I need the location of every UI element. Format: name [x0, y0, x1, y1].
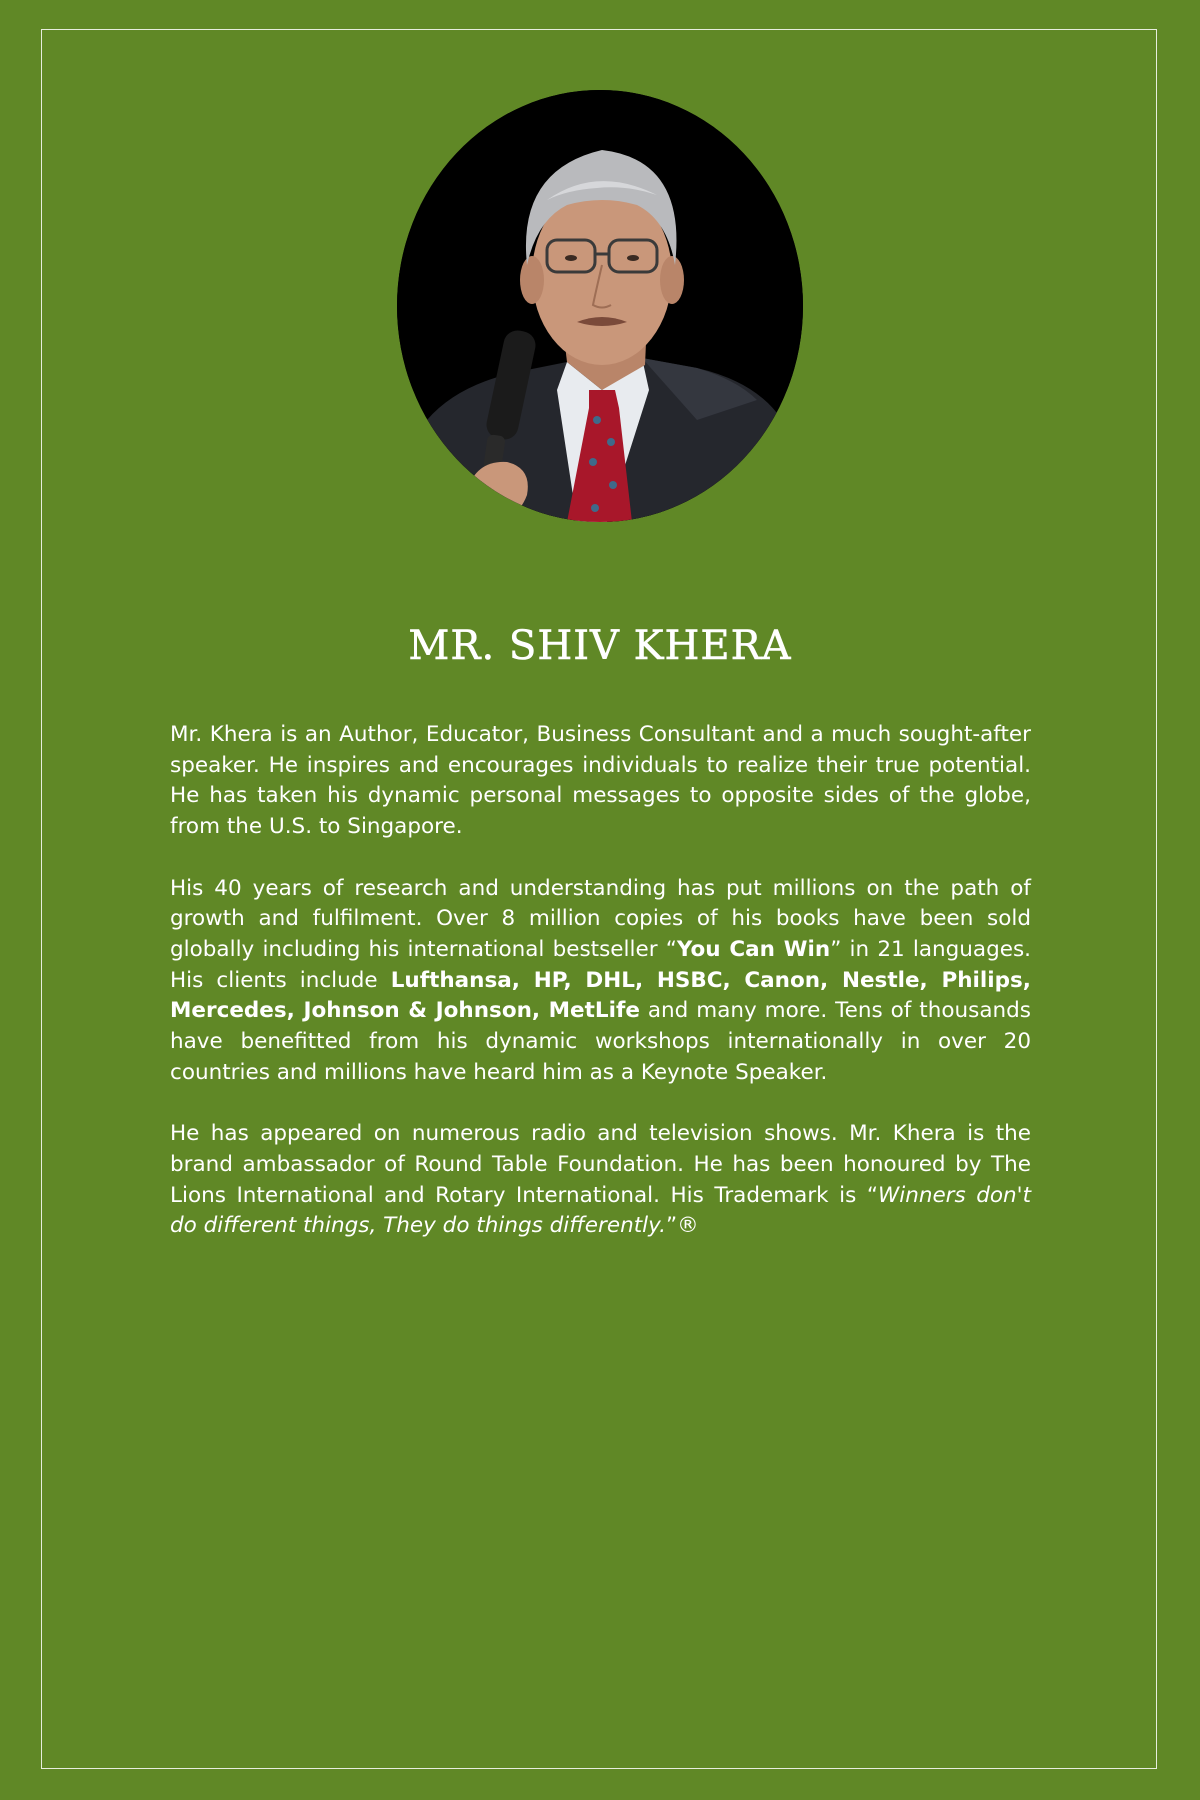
bio-honours-text: He has appeared on numerous radio and television shows. Mr. Khera is the brand ambassador of Round Table Foundation. He has been honoured by The Lions International and Rotary International. His Trademark is “ — [170, 1121, 1031, 1208]
biography-text — [170, 720, 1031, 1273]
bio-paragraph-intro: Mr. Khera is an Author, Educator, Business Consultant and a much sought-after speaker. He inspires and encourages individuals to realize their true potential. He has taken his dynamic personal messages to opposite sides of the globe, from the U.S. to Singapore. — [170, 722, 1031, 840]
page-title: MR. SHIV KHERA — [408, 623, 792, 669]
bio-career-text-2: ” in 21 languages. His clients include — [170, 936, 1031, 993]
bio-paragraph-career — [170, 874, 1031, 1089]
trademark-symbol: ”® — [666, 1213, 699, 1239]
bio-career-text-1: His 40 years of research and understanding has put millions on the path of growth and fulfilment. Over 8 million copies of his books have been sold globally including his international bestseller “ — [170, 875, 1031, 962]
profile-photo-illustration — [397, 90, 803, 522]
bestseller-title: You Can Win — [676, 936, 831, 962]
client-list: Lufthansa, HP, DHL, HSBC, Canon, Nestle, Philips, Mercedes, Johnson & Johnson, MetLife — [170, 967, 1031, 1024]
profile-photo — [397, 90, 803, 522]
bio-career-text-3: and many more. Tens of thousands have benefitted from his dynamic workshops internationally in over 20 countries and millions have heard him as a Keynote Speaker. — [170, 998, 1031, 1085]
bio-paragraph-honours — [170, 1119, 1031, 1242]
trademark-quote: Winners don't do different things, They do things differently. — [170, 1182, 1031, 1239]
